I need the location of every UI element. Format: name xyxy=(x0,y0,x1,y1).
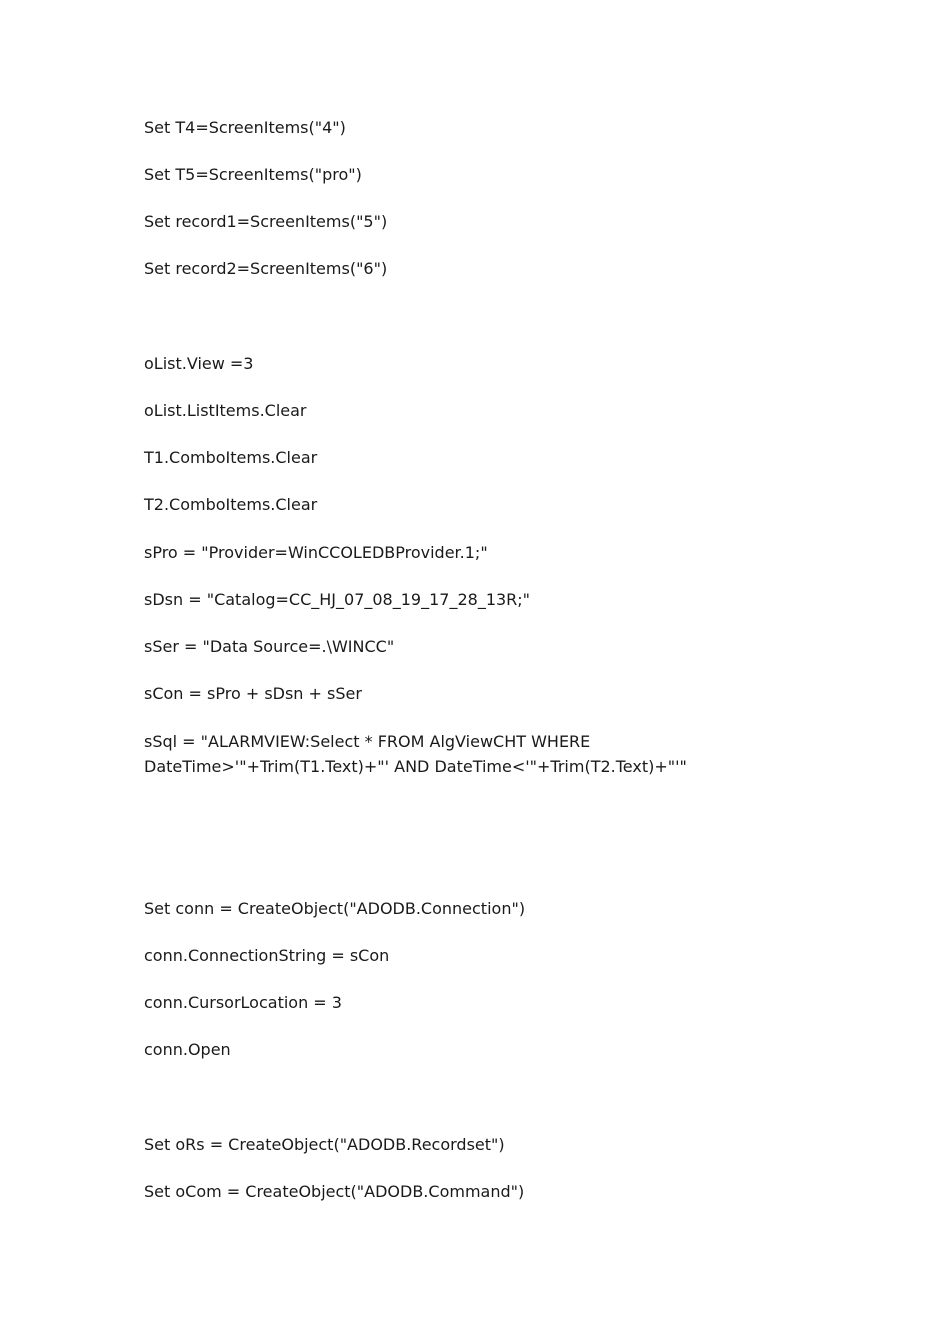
code-line-conn-open: conn.Open xyxy=(144,1040,231,1059)
code-line-set-conn: Set conn = CreateObject("ADODB.Connection") xyxy=(144,899,526,918)
code-line-spro: sPro = "Provider=WinCCOLEDBProvider.1;" xyxy=(144,543,488,562)
code-line-olist-clear: oList.ListItems.Clear xyxy=(144,401,307,420)
code-line-set-ocom: Set oCom = CreateObject("ADODB.Command") xyxy=(144,1182,525,1201)
code-line-conn-string: conn.ConnectionString = sCon xyxy=(144,946,390,965)
code-line-olist-view: oList.View =3 xyxy=(144,354,254,373)
code-line-ssql: sSql = "ALARMVIEW:Select * FROM AlgViewCHT WHERE xyxy=(144,732,591,751)
code-line-set-t4: Set T4=ScreenItems("4") xyxy=(144,118,346,137)
code-line-cursor-location: conn.CursorLocation = 3 xyxy=(144,993,342,1012)
code-line-sdsn: sDsn = "Catalog=CC_HJ_07_08_19_17_28_13R;" xyxy=(144,590,531,609)
code-line-scon: sCon = sPro + sDsn + sSer xyxy=(144,684,362,703)
code-line-set-ors: Set oRs = CreateObject("ADODB.Recordset") xyxy=(144,1135,505,1154)
code-line-set-record1: Set record1=ScreenItems("5") xyxy=(144,212,388,231)
code-line-set-record2: Set record2=ScreenItems("6") xyxy=(144,259,388,278)
code-line-set-t5: Set T5=ScreenItems("pro") xyxy=(144,165,362,184)
code-line-sser: sSer = "Data Source=.\WINCC" xyxy=(144,637,395,656)
code-line-t1-clear: T1.ComboItems.Clear xyxy=(144,448,318,467)
code-line-ssql-continued: DateTime>'"+Trim(T1.Text)+"' AND DateTime<'"+Trim(T2.Text)+"'" xyxy=(144,757,687,776)
code-line-t2-clear: T2.ComboItems.Clear xyxy=(144,495,318,514)
